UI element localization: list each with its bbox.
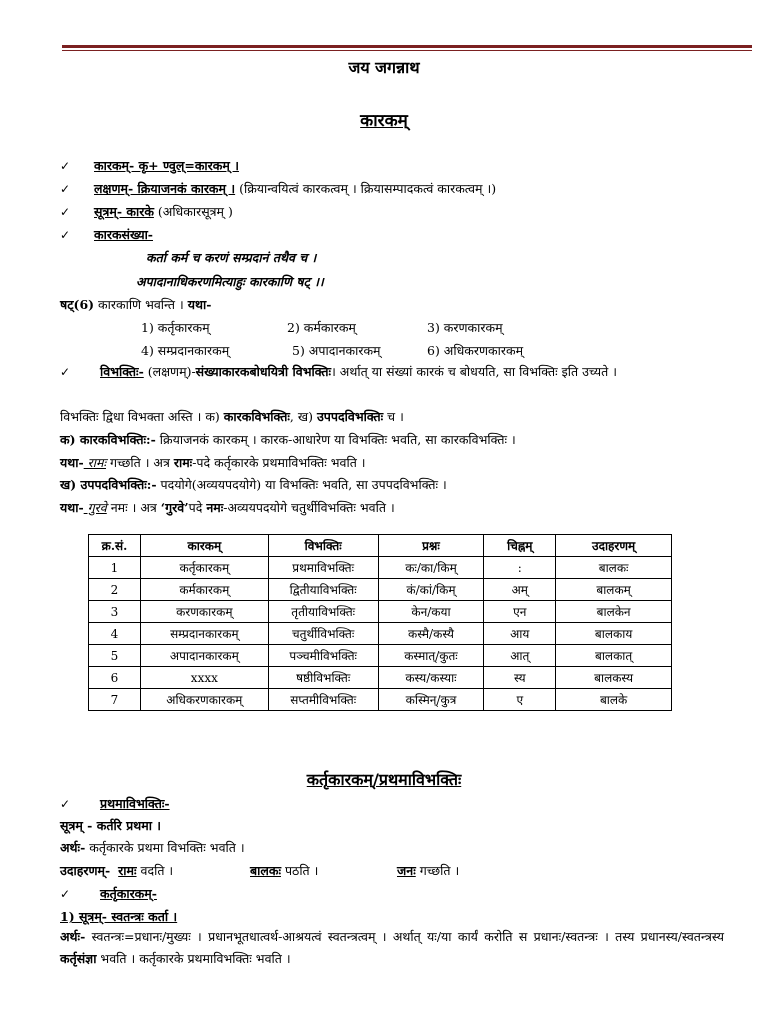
table-row [89, 557, 672, 579]
upapada-vibhakti-line: ख) उपपदविभक्तिः:- पदयोगे(अव्ययपदयोगे) या विभक्तिः भवति, सा उपपदविभक्तिः । [60, 477, 447, 492]
check-icon: ✓ [60, 887, 71, 901]
check-icon: ✓ [60, 182, 71, 196]
main-title: जय जगन्नाथ [348, 58, 420, 77]
bullet-kartrkarakam: ✓ कर्तृकारकम्- [60, 886, 157, 901]
table-cell: बालकेन [556, 601, 672, 623]
table-header: प्रश्नः [378, 535, 484, 557]
table-row [89, 601, 672, 623]
artha-2-paragraph: अर्थः- स्वतन्त्रः=प्रधानः/मुख्यः । प्रधानभूतधात्वर्थ-आश्रयत्वं स्वतन्त्रत्वम् । अर्थात् यः/या कार्यं करोति स प्रधानः/स्वतन्त्रः । तस्य प्रधानस्य/स्वतन्त्रस्य कर्तृसंज्ञा भवति । कर्तृकारके प्रथमाविभक्तिः भवति । [60, 929, 724, 966]
karaka-vibhakti-line: क) कारकविभक्तिः:- क्रियाजनकं कारकम् । कारक-आधारेण या विभक्तिः भवति, सा कारकविभक्तिः । [60, 432, 516, 447]
bullet-sutram: ✓ सूत्रम्- कारके (अधिकारसूत्रम् ) [60, 204, 233, 219]
table-cell: 7 [89, 689, 141, 711]
table-cell: बालकात् [556, 645, 672, 667]
table-cell: बालकम् [556, 579, 672, 601]
table-cell: बालकः [556, 557, 672, 579]
karaka-list-item: 4) सम्प्रदानकारकम् [141, 343, 230, 358]
table-cell: कर्तृकारकम् [140, 557, 268, 579]
table-cell: एन [484, 601, 556, 623]
table-row [89, 645, 672, 667]
table-header: उदाहरणम् [556, 535, 672, 557]
example-balakah: बालकः पठति । [250, 863, 319, 878]
table-cell: बालके [556, 689, 672, 711]
karaka-list-item: 1) कर्तृकारकम् [141, 320, 210, 335]
table-cell: 1 [89, 557, 141, 579]
table-cell: आय [484, 623, 556, 645]
table-cell: कस्मै/कस्यै [378, 623, 484, 645]
table-cell: कस्य/कस्याः [378, 667, 484, 689]
header-rule-thin [62, 50, 752, 51]
table-header: क्र.सं. [89, 535, 141, 557]
check-icon: ✓ [60, 797, 71, 811]
table-cell: पञ्चमीविभक्तिः [268, 645, 378, 667]
yatha-example-2: यथा- गुरवे नमः । अत्र ‘गुरवे’पदे नमः-अव्ययपदयोगे चतुर्थीविभक्तिः भवति । [60, 500, 395, 515]
table-header-row [89, 535, 672, 557]
karaka-list-item: 3) करणकारकम् [427, 320, 503, 335]
table-cell: चतुर्थीविभक्तिः [268, 623, 378, 645]
vibhakti-definition: ✓ विभक्तिः- (लक्षणम्)-संख्याकारकबोधयित्री विभक्तिः। अर्थात् या संख्यां कारकं च बोधयति, सा विभक्तिः इति उच्यते । [60, 361, 724, 383]
table-row [89, 689, 672, 711]
table-cell: सम्प्रदानकारकम् [140, 623, 268, 645]
table-cell: कस्मात्/कुतः [378, 645, 484, 667]
table-header: चिह्नम् [484, 535, 556, 557]
table-cell: 2 [89, 579, 141, 601]
check-icon: ✓ [60, 365, 71, 379]
table-cell: केन/कया [378, 601, 484, 623]
table-cell: 4 [89, 623, 141, 645]
table-cell: xxxx [140, 667, 268, 689]
table-header: विभक्तिः [268, 535, 378, 557]
table-cell: बालकाय [556, 623, 672, 645]
table-cell: अपादानकारकम् [140, 645, 268, 667]
table-cell: षष्ठीविभक्तिः [268, 667, 378, 689]
yatha-example-1: यथा- रामः गच्छति । अत्र रामः-पदे कर्तृकारके प्रथमाविभक्तिः भवति । [60, 455, 366, 470]
bullet-karakam: ✓ कारकम्- कृ+ ण्वुल्=कारकम् । [60, 158, 239, 173]
udaharanam-line: उदाहरणम्- रामः वदति । [60, 863, 174, 878]
check-icon: ✓ [60, 205, 71, 219]
table-cell: कः/का/किम् [378, 557, 484, 579]
section-title: कर्तृकारकम्/प्रथमाविभक्तिः [306, 770, 462, 789]
table-cell: ए [484, 689, 556, 711]
table-cell: कर्मकारकम् [140, 579, 268, 601]
shat-line: षट्(6) कारकाणि भवन्ति । यथा- [60, 297, 212, 312]
table-cell: 3 [89, 601, 141, 623]
check-icon: ✓ [60, 159, 71, 173]
karaka-list-item: 6) अधिकरणकारकम् [427, 343, 524, 358]
table-cell: सप्तमीविभक्तिः [268, 689, 378, 711]
bullet-karakasankhya: ✓ कारकसंख्या- [60, 227, 153, 242]
table-cell: 5 [89, 645, 141, 667]
table-cell: 6 [89, 667, 141, 689]
table-row [89, 667, 672, 689]
table-header: कारकम् [140, 535, 268, 557]
check-icon: ✓ [60, 228, 71, 242]
table-cell: कं/कां/किम् [378, 579, 484, 601]
karaka-table [88, 534, 672, 711]
sutra-svatantrah: 1) सूत्रम्- स्वतन्त्रः कर्ता । [60, 909, 178, 924]
verse-line-2: अपादानाधिकरणमित्याहुः कारकाणि षट् ।। [136, 274, 324, 289]
table-row [89, 579, 672, 601]
bullet-lakshanam: ✓ लक्षणम्- क्रियाजनकं कारकम् । (क्रियान्वयित्वं कारकत्वम् । क्रियासम्पादकत्वं कारकत्वम् ।) [60, 181, 497, 196]
table-cell: बालकस्य [556, 667, 672, 689]
verse-line-1: कर्ता कर्म च करणं सम्प्रदानं तथैव च । [146, 250, 317, 265]
table-cell: प्रथमाविभक्तिः [268, 557, 378, 579]
table-cell: स्य [484, 667, 556, 689]
sutra-kartari: सूत्रम् - कर्तरि प्रथमा । [60, 818, 162, 833]
example-janah: जनः गच्छति । [397, 863, 460, 878]
table-cell: तृतीयाविभक्तिः [268, 601, 378, 623]
sub-title: कारकम् [360, 111, 408, 131]
table-cell: अम् [484, 579, 556, 601]
karaka-list-item: 5) अपादानकारकम् [292, 343, 381, 358]
table-cell: कस्मिन्/कुत्र [378, 689, 484, 711]
table-row [89, 623, 672, 645]
artha-line: अर्थः- कर्तृकारके प्रथमा विभक्तिः भवति । [60, 840, 245, 855]
table-cell: द्वितीयाविभक्तिः [268, 579, 378, 601]
bullet-prathama: ✓ प्रथमाविभक्तिः- [60, 796, 170, 811]
vibhakti-types: विभक्तिः द्विधा विभक्ता अस्ति । क) कारकविभक्तिः, ख) उपपदविभक्तिः च । [60, 409, 404, 424]
karaka-list-item: 2) कर्मकारकम् [287, 320, 356, 335]
table-cell: करणकारकम् [140, 601, 268, 623]
table-cell: आत् [484, 645, 556, 667]
table-cell: : [484, 557, 556, 579]
header-rule-thick [62, 45, 752, 48]
table-cell: अधिकरणकारकम् [140, 689, 268, 711]
